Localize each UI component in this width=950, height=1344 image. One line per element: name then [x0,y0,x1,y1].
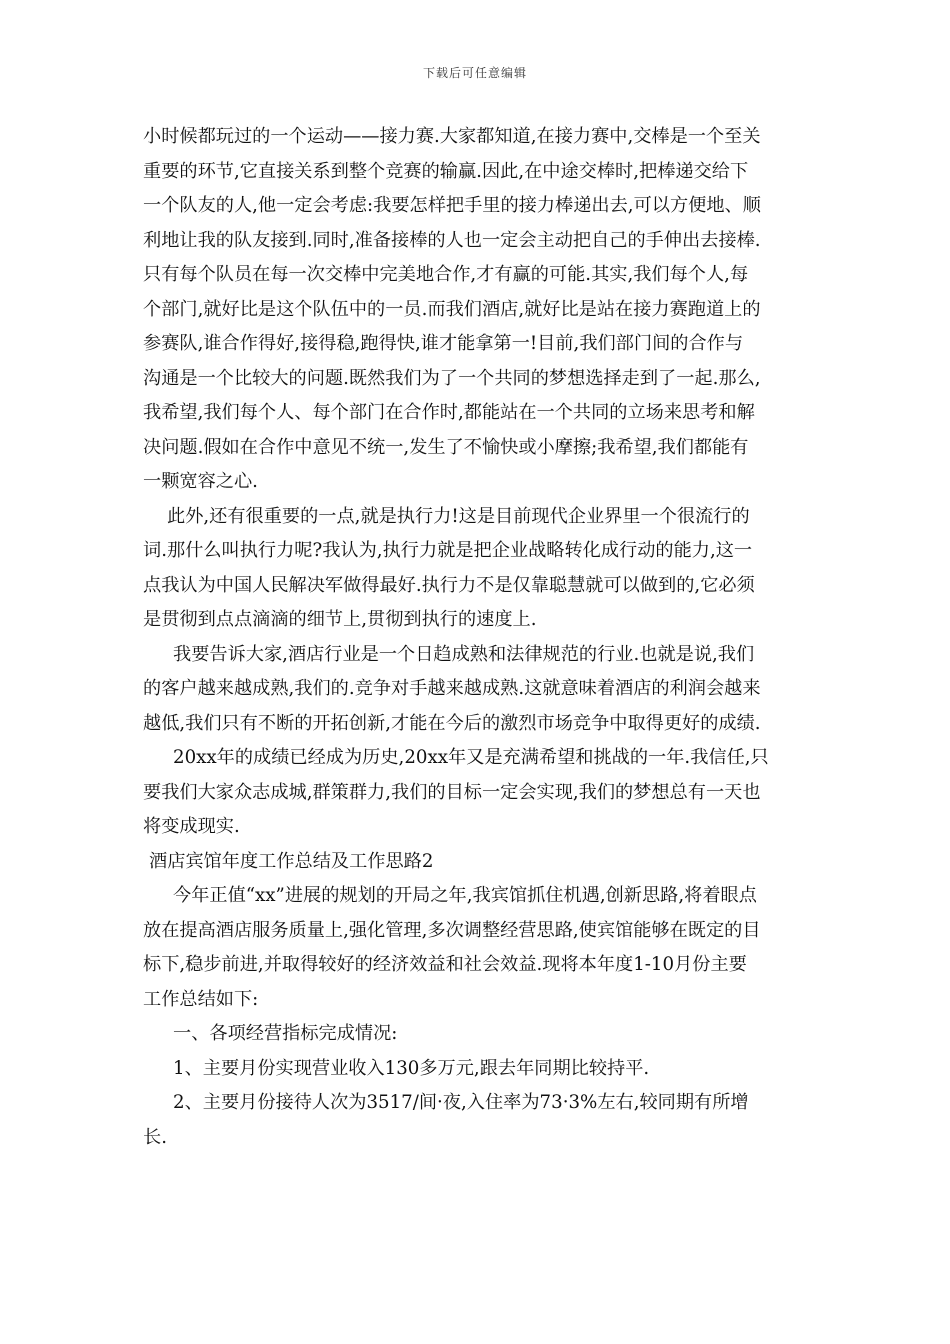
list-item: 1、主要月份实现营业收入130多万元,跟去年同期比较持平. [173,1057,650,1079]
text-line: 词.那什么叫执行力呢?我认为,执行力就是把企业战略转化成行动的能力,这一 [143,540,753,561]
text-line: 点我认为中国人民解决军做得最好.执行力不是仅靠聪慧就可以做到的,它必须 [143,574,755,596]
text-line: 长. [143,1126,167,1148]
text-line: 一个队友的人,他一定会考虑:我要怎样把手里的接力棒递出去,可以方便地、顺 [143,195,761,216]
text-line: 的客户越来越成熟,我们的.竞争对手越来越成熟.这就意味着酒店的利润会越来 [143,678,761,699]
text-line: 一颗宽容之心. [143,471,258,492]
text-line: 重要的环节,它直接关系到整个竞赛的输赢.因此,在中途交棒时,把棒递交给下 [143,160,749,182]
text-line: 只有每个队员在每一次交棒中完美地合作,才有赢的可能.其实,我们每个人,每 [143,264,749,285]
text-line: 决问题.假如在合作中意见不统一,发生了不愉快或小摩擦;我希望,我们都能有 [143,436,749,458]
text-line: 小时候都玩过的一个运动——接力赛.大家都知道,在接力赛中,交棒是一个至关 [143,126,761,147]
text-line: 标下,稳步前进,并取得较好的经济效益和社会效益.现将本年度1-10月份主要 [143,954,747,975]
section-heading: 酒店宾馆年度工作总结及工作思路2 [149,850,434,872]
text-line: 个部门,就好比是这个队伍中的一员.而我们酒店,就好比是站在接力赛跑道上的 [143,298,761,320]
text-line: 利地让我的队友接到.同时,准备接棒的人也一定会主动把自己的手伸出去接棒. [143,229,761,251]
text-line: 沟通是一个比较大的问题.既然我们为了一个共同的梦想选择走到了一起.那么, [143,367,761,389]
paragraph-first-line: 今年正值“xx”进展的规划的开局之年,我宾馆抓住机遇,创新思路,将着眼点 [173,885,757,906]
text-line: 放在提高酒店服务质量上,强化管理,多次调整经营思路,使宾馆能够在既定的目 [143,919,761,941]
text-line: 参赛队,谁合作得好,接得稳,跑得快,谁才能拿第一!目前,我们部门间的合作与 [143,333,744,354]
text-line: 工作总结如下: [143,988,259,1010]
text-line: 是贯彻到点点滴滴的细节上,贯彻到执行的速度上. [143,609,537,630]
paragraph-first-line: 此外,还有很重要的一点,就是执行力!这是目前现代企业界里一个很流行的 [167,505,750,527]
text-line: 越低,我们只有不断的开拓创新,才能在今后的激烈市场竞争中取得更好的成绩. [143,712,761,734]
page-header: 下载后可任意编辑 [422,66,527,80]
list-heading: 一、各项经营指标完成情况: [173,1023,398,1044]
paragraph-first-line: 我要告诉大家,酒店行业是一个日趋成熟和法律规范的行业.也就是说,我们 [173,643,755,665]
list-item: 2、主要月份接待人次为3517/间·夜,入住率为73·3%左右,较同期有所增 [173,1092,749,1113]
text-line: 要我们大家众志成城,群策群力,我们的目标一定会实现,我们的梦想总有一天也 [143,781,761,803]
paragraph-first-line: 20xx年的成绩已经成为历史,20xx年又是充满希望和挑战的一年.我信任,只 [173,747,769,768]
text-line: 将变成现实. [143,816,240,837]
document-body [143,120,807,1155]
text-line: 我希望,我们每个人、每个部门在合作时,都能站在一个共同的立场来思考和解 [143,402,755,423]
